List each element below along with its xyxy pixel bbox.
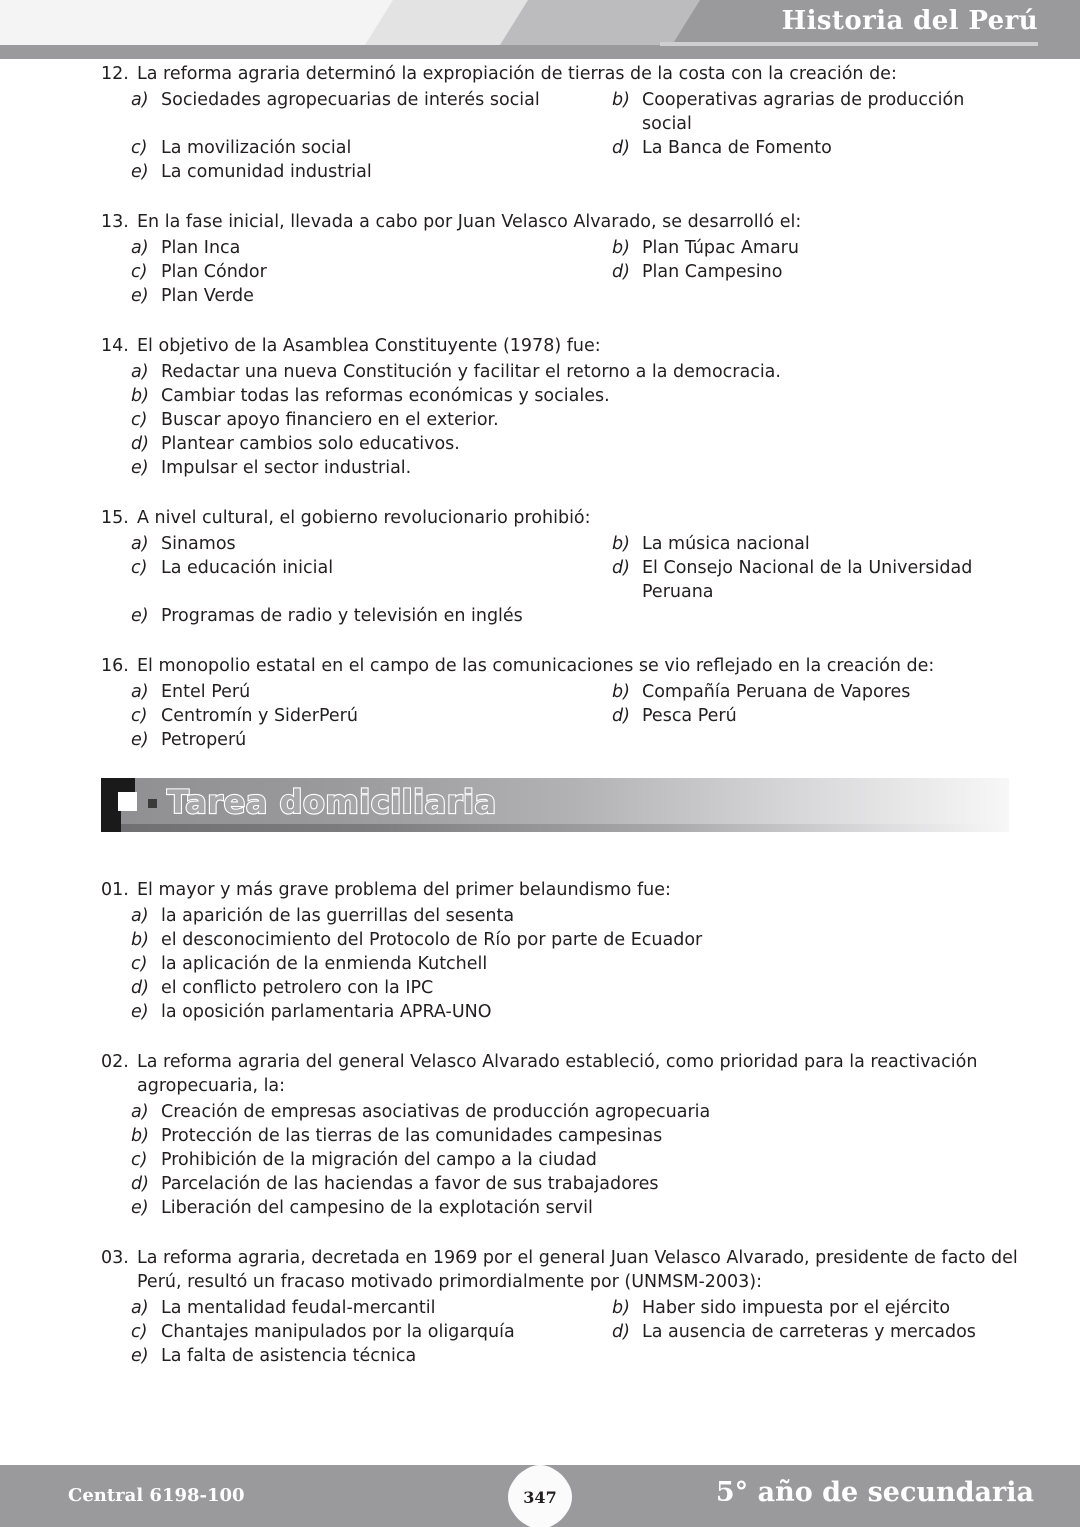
question-text: El monopolio estatal en el campo de las comunicaciones se vio reflejado en la creación de: <box>137 656 935 676</box>
question-number: 15. <box>101 508 129 528</box>
option-text: Cambiar todas las reformas económicas y sociales. <box>161 386 610 406</box>
option-item[interactable] <box>131 604 1018 628</box>
option-text: la oposición parlamentaria APRA-UNO <box>161 1002 492 1022</box>
banner-spacer <box>0 836 1080 878</box>
option-letter: a) <box>131 362 149 382</box>
option-text: Compañía Peruana de Vapores <box>642 682 911 702</box>
option-letter: a) <box>131 1102 149 1122</box>
question-heading <box>0 1246 1080 1294</box>
option-text: Centromín y SiderPerú <box>161 706 358 726</box>
option-letter: d) <box>612 706 630 726</box>
option-text: Plantear cambios solo educativos. <box>161 434 460 454</box>
option-list <box>0 680 1080 752</box>
option-text: Plan Campesino <box>642 262 783 282</box>
option-text: Plan Verde <box>161 286 254 306</box>
option-item[interactable] <box>131 408 1018 432</box>
option-letter: b) <box>612 90 630 110</box>
option-item[interactable] <box>131 1148 1018 1172</box>
option-text: Entel Perú <box>161 682 251 702</box>
page-number-badge <box>512 1469 568 1525</box>
option-letter: c) <box>131 138 148 158</box>
option-text: Redactar una nueva Constitución y facilitar el retorno a la democracia. <box>161 362 781 382</box>
question-block <box>0 210 1080 308</box>
footer-contact: Central 6198-100 <box>68 1485 245 1506</box>
option-text: La movilización social <box>161 138 352 158</box>
option-item[interactable] <box>131 88 612 136</box>
option-letter: a) <box>131 906 149 926</box>
header-diagonal-band-mid <box>500 0 700 45</box>
option-text: La falta de asistencia técnica <box>161 1346 417 1366</box>
option-letter: e) <box>131 162 149 182</box>
option-item[interactable] <box>612 532 1018 556</box>
option-letter: d) <box>612 138 630 158</box>
option-list <box>0 904 1080 1024</box>
question-number: 13. <box>101 212 129 232</box>
option-text: Parcelación de las haciendas a favor de sus trabajadores <box>161 1174 659 1194</box>
option-letter: d) <box>131 978 149 998</box>
question-heading <box>0 654 1080 678</box>
question-heading <box>0 1050 1080 1098</box>
option-item[interactable] <box>612 88 1018 136</box>
option-text: Chantajes manipulados por la oligarquía <box>161 1322 515 1342</box>
option-item[interactable] <box>612 236 1018 260</box>
option-letter: b) <box>612 1298 630 1318</box>
option-text: Pesca Perú <box>642 706 737 726</box>
option-letter: c) <box>131 262 148 282</box>
option-letter: d) <box>612 558 630 578</box>
option-text: el conflicto petrolero con la IPC <box>161 978 434 998</box>
question-text: El objetivo de la Asamblea Constituyente (1978) fue: <box>137 336 601 356</box>
option-letter: b) <box>612 682 630 702</box>
header-diagonal-band-white <box>0 0 420 45</box>
option-item[interactable] <box>131 284 1018 308</box>
option-letter: e) <box>131 286 149 306</box>
footer-grade-level: 5° año de secundaria <box>715 1477 1034 1508</box>
option-item[interactable] <box>131 236 612 260</box>
option-list <box>0 88 1080 184</box>
question-block <box>0 654 1080 752</box>
option-text: Haber sido impuesta por el ejército <box>642 1298 951 1318</box>
option-item[interactable] <box>612 680 1018 704</box>
option-list <box>0 1296 1080 1368</box>
question-text: La reforma agraria, decretada en 1969 por el general Juan Velasco Alvarado, presidente de facto del Perú, resultó un fracaso motivado primordialmente por (UNMSM-2003): <box>137 1248 1018 1292</box>
option-list <box>0 236 1080 308</box>
option-letter: c) <box>131 954 148 974</box>
option-item[interactable] <box>612 136 1018 160</box>
option-text: La ausencia de carreteras y mercados <box>642 1322 976 1342</box>
option-letter: e) <box>131 1198 149 1218</box>
option-text: Protección de las tierras de las comunidades campesinas <box>161 1126 663 1146</box>
section-banner-title: Tarea domiciliaria <box>167 783 497 821</box>
question-heading <box>0 334 1080 358</box>
option-letter: c) <box>131 410 148 430</box>
option-text: Creación de empresas asociativas de producción agropecuaria <box>161 1102 711 1122</box>
option-text: El Consejo Nacional de la Universidad Peruana <box>642 558 973 602</box>
option-item[interactable] <box>131 1196 1018 1220</box>
option-letter: e) <box>131 606 149 626</box>
option-item[interactable] <box>131 904 1018 928</box>
option-letter: a) <box>131 238 149 258</box>
question-heading <box>0 62 1080 86</box>
option-item[interactable] <box>131 704 612 728</box>
question-block <box>0 878 1080 1024</box>
option-letter: a) <box>131 90 149 110</box>
option-text: La educación inicial <box>161 558 334 578</box>
option-letter: a) <box>131 534 149 554</box>
option-letter: a) <box>131 1298 149 1318</box>
question-text: La reforma agraria del general Velasco Alvarado estableció, como prioridad para la reactivación agropecuaria, la: <box>137 1052 978 1096</box>
option-text: La comunidad industrial <box>161 162 372 182</box>
option-item[interactable] <box>131 556 612 604</box>
page-header <box>0 0 1080 62</box>
question-text: La reforma agraria determinó la expropiación de tierras de la costa con la creación de: <box>137 64 897 84</box>
option-letter: d) <box>612 262 630 282</box>
option-text: Buscar apoyo financiero en el exterior. <box>161 410 499 430</box>
option-item[interactable] <box>131 456 1018 480</box>
option-text: la aparición de las guerrillas del sesenta <box>161 906 515 926</box>
option-letter: c) <box>131 1322 148 1342</box>
option-letter: a) <box>131 682 149 702</box>
option-text: Impulsar el sector industrial. <box>161 458 412 478</box>
option-letter: d) <box>131 1174 149 1194</box>
option-text: Petroperú <box>161 730 247 750</box>
option-item[interactable] <box>131 432 1018 456</box>
header-title-rule <box>660 42 1038 46</box>
option-item[interactable] <box>131 532 612 556</box>
section-banner-white-square-icon <box>118 792 137 811</box>
option-letter: c) <box>131 558 148 578</box>
option-letter: d) <box>612 1322 630 1342</box>
option-item[interactable] <box>131 952 1018 976</box>
option-item[interactable] <box>131 1124 1018 1148</box>
question-block <box>0 506 1080 628</box>
option-text: La Banca de Fomento <box>642 138 832 158</box>
option-item[interactable] <box>131 1172 1018 1196</box>
option-text: Programas de radio y televisión en inglés <box>161 606 523 626</box>
option-item[interactable] <box>612 556 1018 604</box>
option-letter: b) <box>612 238 630 258</box>
question-text: A nivel cultural, el gobierno revolucionario prohibió: <box>137 508 591 528</box>
question-number: 03. <box>101 1248 129 1268</box>
option-letter: b) <box>612 534 630 554</box>
option-letter: e) <box>131 730 149 750</box>
option-item[interactable] <box>131 1100 1018 1124</box>
header-bottom-bar <box>0 45 1080 59</box>
option-letter: b) <box>131 386 149 406</box>
option-item[interactable] <box>131 136 612 160</box>
option-text: La música nacional <box>642 534 810 554</box>
section-banner <box>101 778 1009 836</box>
question-number: 01. <box>101 880 129 900</box>
option-item[interactable] <box>131 384 1018 408</box>
option-list <box>0 1100 1080 1220</box>
option-item[interactable] <box>131 160 1018 184</box>
question-heading <box>0 878 1080 902</box>
question-number: 16. <box>101 656 129 676</box>
question-block <box>0 1050 1080 1220</box>
option-item[interactable] <box>612 704 1018 728</box>
option-letter: d) <box>131 434 149 454</box>
option-item[interactable] <box>131 976 1018 1000</box>
option-letter: e) <box>131 458 149 478</box>
option-text: Prohibición de la migración del campo a la ciudad <box>161 1150 597 1170</box>
homework-question-list <box>0 878 1080 1368</box>
option-list <box>0 532 1080 628</box>
option-text: la aplicación de la enmienda Kutchell <box>161 954 488 974</box>
option-item[interactable] <box>131 360 1018 384</box>
option-item[interactable] <box>612 260 1018 284</box>
option-letter: e) <box>131 1346 149 1366</box>
option-letter: b) <box>131 1126 149 1146</box>
question-text: En la fase inicial, llevada a cabo por Juan Velasco Alvarado, se desarrolló el: <box>137 212 802 232</box>
option-item[interactable] <box>131 1344 1018 1368</box>
option-text: Sociedades agropecuarias de interés social <box>161 90 540 110</box>
page-footer <box>0 1451 1080 1527</box>
option-item[interactable] <box>131 928 1018 952</box>
option-text: Plan Inca <box>161 238 241 258</box>
section-banner-dark-square-icon <box>148 799 157 808</box>
question-block <box>0 62 1080 184</box>
option-item[interactable] <box>131 680 612 704</box>
option-item[interactable] <box>131 1000 1018 1024</box>
main-question-list <box>0 62 1080 752</box>
question-heading <box>0 210 1080 234</box>
option-text: el desconocimiento del Protocolo de Río por parte de Ecuador <box>161 930 703 950</box>
option-text: Liberación del campesino de la explotación servil <box>161 1198 593 1218</box>
option-item[interactable] <box>131 1320 612 1344</box>
option-letter: c) <box>131 1150 148 1170</box>
option-item[interactable] <box>131 1296 612 1320</box>
question-block <box>0 1246 1080 1368</box>
option-text: Plan Túpac Amaru <box>642 238 799 258</box>
question-block <box>0 334 1080 480</box>
question-number: 14. <box>101 336 129 356</box>
question-heading <box>0 506 1080 530</box>
page-number: 347 <box>523 1487 557 1507</box>
option-text: Sinamos <box>161 534 236 554</box>
option-letter: e) <box>131 1002 149 1022</box>
option-text: Cooperativas agrarias de producción social <box>642 90 965 134</box>
option-text: Plan Cóndor <box>161 262 267 282</box>
option-list <box>0 360 1080 480</box>
question-text: El mayor y más grave problema del primer belaundismo fue: <box>137 880 671 900</box>
page-content <box>0 62 1080 1451</box>
option-item[interactable] <box>612 1296 1018 1320</box>
question-number: 12. <box>101 64 129 84</box>
page-title: Historia del Perú <box>781 6 1038 36</box>
option-letter: b) <box>131 930 149 950</box>
option-item[interactable] <box>131 728 1018 752</box>
section-banner-underbar <box>101 824 1009 832</box>
option-text: La mentalidad feudal-mercantil <box>161 1298 436 1318</box>
option-item[interactable] <box>131 260 612 284</box>
question-number: 02. <box>101 1052 129 1072</box>
option-item[interactable] <box>612 1320 1018 1344</box>
option-letter: c) <box>131 706 148 726</box>
